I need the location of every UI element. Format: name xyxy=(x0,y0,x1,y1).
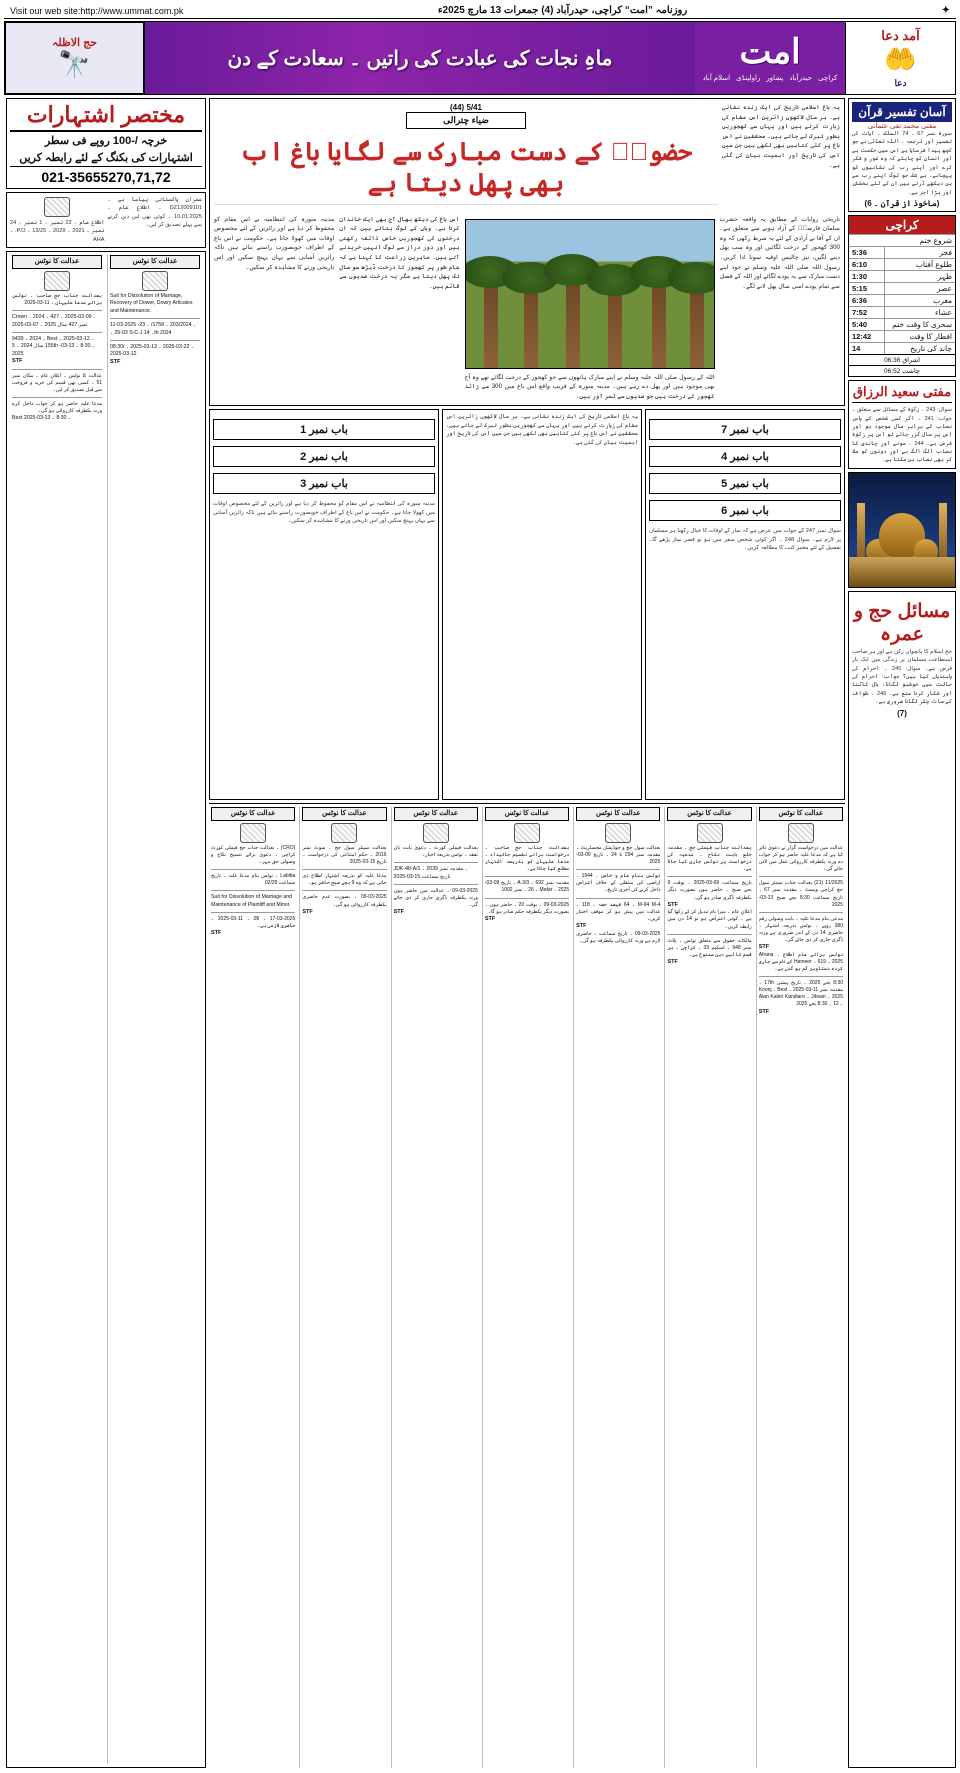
list-item: نوٹس برائے عام اطلاع ۔ Afrana 2025 ۔ 619 ۔ Hameer کے نام سے جاری کردہ دستاویز گم ہو گئی ہے۔ xyxy=(758,951,843,973)
list-item: مدعا علیہ کو بذریعہ اشتہار اطلاع دی جاتی ہے کہ وہ 9 بجے صبح حاضر ہو۔ xyxy=(302,873,387,887)
list-item: بعدالت سینئر سول جج ۔ سوٹ نمبر 2016 ۔ حکم امتناعی کی درخواست ۔ تاریخ 15-03-2025 xyxy=(302,844,387,866)
hajj-corner xyxy=(5,22,145,94)
hajj-title: مسائل حج و عمرہ xyxy=(853,600,951,645)
mid-text-body: یہ باغ اسلامی تاریخ کی ایک زندہ نشانی ہے۔ ہر سال لاکھوں زائرین اس مقام کی زیارت کرتے ہیں اور یہاں سے کھجوریں بطور تبرک لے جاتے ہیں۔ محققین نے اس باغ پر کئی کتابیں بھی لکھی ہیں جن میں اس کی تاریخ اور اہمیت بیان کی گئی ہے۔ xyxy=(446,414,638,446)
stf-label: STF xyxy=(393,909,404,916)
list-item: بعدالت سول جج و جوڈیشل مجسٹریٹ ۔ مقدمہ نمبر 294 تا 24 ۔ تاریخ 09-03-2025 xyxy=(576,844,661,866)
court-notice-header: عدالت کا نوٹس xyxy=(394,807,478,821)
list-item: بعدالت فیملی کورٹ ۔ دعویٰ بابت نان نفقہ ۔ نوٹس بذریعہ اخبار۔ xyxy=(393,844,478,859)
extra-label: افطار کا وقت xyxy=(909,332,952,342)
ad-seal-icon xyxy=(44,197,70,217)
palm-garden-photo xyxy=(465,219,715,369)
classified-column-3 xyxy=(573,807,662,1768)
lead-body-2: اس باغ کی دیکھ بھال آج بھی ایک خاندان کرتا ہے۔ وہاں کے لوگ بتاتے ہیں کہ ان درختوں کی کھجوریں خاص ذائقہ رکھتی ہیں اور دور دراز سے لوگ انہیں خریدنے آتے ہیں۔ ماہرین زراعت کا کہنا ہے کہ عام طور پر کھجور کا درخت ڈیڑھ سو سال تک پھل دیتا ہے مگر یہ درخت صدیوں سے قائم ہیں۔ xyxy=(339,215,460,290)
prayer-time: 6:10 xyxy=(849,259,885,270)
content-grid xyxy=(4,98,956,1768)
table-row xyxy=(849,318,955,330)
main-column xyxy=(209,98,845,1768)
chapters-left-text: مدینہ منورہ کی انتظامیہ نے اس مقام کو محفوظ کر دیا ہے اور زائرین کے لئے مخصوص اوقات میں کھولا جاتا ہے۔ حکومت نے اس باغ کے اطراف خوبصورت راستے بنائے ہیں تاکہ زائرین آسانی سے یہاں پہنچ سکیں اور اس تاریخی ورثے کا مشاہدہ کر سکیں۔ xyxy=(213,501,435,525)
timetable-column-header xyxy=(849,234,955,246)
quran-title: آسان تفسیر قرآن xyxy=(852,102,952,122)
classified-column-5 xyxy=(391,807,480,1768)
chapter-label[interactable]: باب نمبر 2 xyxy=(213,446,435,467)
extra-value: 5:40 xyxy=(849,319,885,330)
city-1: حیدرآباد xyxy=(789,74,813,82)
court-seal-icon xyxy=(240,823,266,843)
list-item: بعدالت جناب جج صاحب ۔ نوٹس برائے مدعا علیہان ۔ 11-03-2025 xyxy=(12,293,102,307)
classified-column-8 xyxy=(107,255,202,1764)
list-item-en: Suit for Dissolution of Marriage and Maintenance of Plaintiff and Minor. xyxy=(211,894,293,908)
table-row xyxy=(849,270,955,282)
short-ads-contact: اشتہارات کی بکنگ کے لئے رابطہ کریں xyxy=(19,152,193,164)
hajj-body: حج اسلام کا پانچواں رکن ہے اور ہر صاحبِ استطاعت مسلمان پر زندگی میں ایک بار فرض ہے۔ سوال: 245 ۔ احرام کی پابندیاں کیا ہیں؟ جواب: احرام کی حالت میں خوشبو لگانا، بال کاٹنا اور شکار کرنا منع ہے۔ 246 ۔ طواف کے سات چکر لگانا ضروری ہے۔ xyxy=(852,648,952,706)
left-ads-block xyxy=(6,192,206,248)
left-column xyxy=(6,98,206,1768)
chapter-label[interactable]: باب نمبر 7 xyxy=(649,419,841,440)
timetable-note-0: اشراق 06:36 xyxy=(849,354,955,365)
issue-date: روزنامہ ”امت“ کراچی، حیدرآباد (4) جمعرات 13 مارچ 2025ء xyxy=(437,5,688,16)
mosque-photo xyxy=(848,472,956,588)
court-notice-header: عدالت کا نوٹس xyxy=(211,807,295,821)
website-link[interactable]: Visit our web site:http://www.ummat.com.pk xyxy=(10,5,184,16)
list-item: مالکانہ حقوق سے متعلق نوٹس ۔ پلاٹ نمبر 948 ۔ اسکیم 33 ۔ کراچی ۔ ہر قسم کا لین دین ممنوع ہے۔ xyxy=(667,937,752,958)
stf-label: STF xyxy=(211,930,222,937)
stf-label: STF xyxy=(110,358,121,365)
short-ads-title: مختصر اشتہارات xyxy=(10,102,202,132)
stf-label: STF xyxy=(302,908,313,915)
byline: ضیاء چترالی xyxy=(406,112,526,129)
lead-body-1: تاریخی روایات کے مطابق یہ واقعہ حضرت سلمان فارسیؓ کے آزاد ہونے سے متعلق ہے۔ ان کے آقا نے آزادی کے لئے یہ شرط رکھی کہ وہ 300 کھجور کے درخت لگائیں اور وہ سب پھل دینے لگیں، نیز چالیس اوقیہ سونا ادا کریں۔ رسول اللہ صلی اللہ علیہ وسلم نے خود اپنے دست مبارک سے یہ پودے لگائے اور اللہ کے فضل سے تمام پودے اسی سال پھل لانے لگے۔ xyxy=(719,215,840,290)
city-2: پشاور xyxy=(766,74,784,82)
list-item: 09-03-2025 ۔ بصورت عدم حاضری یکطرفہ کارروائی ہو گی۔ xyxy=(302,894,387,908)
lead-intro: اللہ کے رسول صلی اللہ علیہ وسلم نے اپنے مبارک ہاتھوں سے جو کھجور کے درخت لگائے تھے وہ آج بھی موجود ہیں اور پھل دے رہے ہیں۔ مدینہ منورہ کے قریب واقع اس باغ میں 300 سے زائد کھجور کے درخت ہیں جو صدیوں سے ثمر آور ہیں۔ xyxy=(464,373,715,400)
dua-title: آمد دعا xyxy=(881,27,920,43)
table-row xyxy=(849,330,955,342)
paper-logo xyxy=(695,22,845,94)
prayer-label: فجر xyxy=(939,248,952,258)
dua-panel xyxy=(845,22,955,94)
prayer-label: عشاء xyxy=(935,308,952,318)
list-item-en: Crown ۔ 09-03-2025 ۔ 427 ۔ 2024 ۔ نمبر 427 سال 2025 ۔ 07-03-2025 xyxy=(12,314,97,328)
list-item: عدالت کا نوٹس ۔ اعلانِ عام ۔ مکان نمبر 51 ۔ کسی بھی قسم کی خرید و فروخت سے قبل تصدیق کر لیں۔ xyxy=(12,372,102,394)
stf-label: STF xyxy=(12,358,23,365)
chapters-right-text: سوال نمبر 247 کے جواب میں عرض ہے کہ نماز کے اوقات کا خیال رکھنا ہر مسلمان پر لازم ہے۔ سوال 248 ۔ اگر کوئی شخص سفر میں ہو تو قصر نماز پڑھے گا۔ تفصیل کے لئے معتبر کتب کا مطالعہ کریں۔ xyxy=(649,528,841,552)
chapter-label[interactable]: باب نمبر 3 xyxy=(213,473,435,494)
table-row xyxy=(849,246,955,258)
table-row xyxy=(849,282,955,294)
timetable-note-1: چاشت 06:52 xyxy=(849,365,955,376)
list-item-en: Best ۔ 8:30 ۔ 13-03-2025 xyxy=(12,415,71,422)
quran-author: مفتی محمد تقی عثمانی xyxy=(867,123,937,130)
quran-body: سورۃ نمبر 67 ۔ 74 الملک ۔ آیات کی تفسیر اور ترجمہ ۔ اللہ تعالیٰ نے جو کچھ پیدا فرمایا ہے اس میں حکمت ہے اور انسان کو چاہئے کہ وہ غور و فکر کرے اور اپنے رب کی نشانیوں کو پہچانے۔ بے شک جو لوگ اپنے رب سے بن دیکھے ڈرتے ہیں ان کے لئے بخشش اور بڑا اجر ہے۔ xyxy=(852,131,953,196)
hajj-box xyxy=(848,591,956,1768)
list-item-en: 11-03-2025 ۔ 203/2024 ۔ 1758/ ۔ 23-03-25 ۔ S-C-J ۔ 14th 2024 xyxy=(110,322,197,336)
list-item: 11/2025 (21) بعدالت جناب سینئر سول جج کراچی ویسٹ ۔ مقدمہ نمبر 67 ۔ تاریخ سماعت 8:30 بجے صبح 13-03-2025 xyxy=(758,880,843,908)
prayer-label: طلوع آفتاب xyxy=(915,260,952,270)
list-item: 8:30 بجے 2025 ۔ تاریخ پیشی 17th ۔ مقدمہ نمبر 11-03-2025 ۔ Best ۔ Koonj 2025 ۔ Jihsan ۔ Alan Kaleri Kandiaro ۔ 12 ۔ 8:30 بجے 2025 xyxy=(758,980,844,1008)
classifieds-section xyxy=(209,803,845,1768)
right-column xyxy=(848,98,956,1768)
list-item-en: 9439 ۔ 2024 ۔ Best ۔ 12-03-2025 ۔ 155 سال 2024 ۔ 5th ۔ 8:30 ۔ 13-03-2025 xyxy=(12,336,95,357)
list-item-en: 08:30/ ۔ 22-03-2025 ۔ 13-03-2025 ۔ 12-03-2025 xyxy=(110,343,194,358)
court-notice-header: عدالت کا نوٹس xyxy=(302,807,386,821)
fatwa-body: سوال: 243 ۔ زکوٰۃ کے مسائل سے متعلق ۔ جواب: 241 ۔ اگر کسی شخص کے پاس نصاب کے برابر مال موجود ہو اور اس پر سال گزر جائے تو اس پر زکوٰۃ فرض ہے۔ 244 ۔ سونے اور چاندی کا نصاب الگ الگ ہے اور دونوں کو ملا کر بھی نصاب بن سکتا ہے۔ xyxy=(852,407,952,464)
chapters-left-box xyxy=(209,409,439,800)
hajj-footer: (7) xyxy=(897,708,907,718)
story-ref: 5/41 (44) xyxy=(449,103,483,112)
prayer-label: ظہر xyxy=(937,272,952,282)
hajj-corner-title: حج الاظلہ xyxy=(51,37,98,49)
lead-story xyxy=(209,98,845,406)
short-ads-rate: خرچہ /-100 روپے فی سطر xyxy=(44,135,168,147)
list-item: Labiba ۔ نوٹس بنام مدعا علیہ ۔ تاریخ سماعت 02/25 xyxy=(211,873,296,887)
list-item: تاریخ سماعت 09-03-2025 ۔ بوقت 9 بجے صبح ۔ حاضر ہوں بصورت دیگر یکطرفہ ڈگری صادر ہو گی۔ xyxy=(667,880,752,901)
stf-label: STF xyxy=(484,915,496,922)
classified-column-9 xyxy=(10,255,104,1764)
left-ad-text-1: عمران پاکستانی پیاسا ہے ۔ DZ12009101 ۔ اطلاع عام ۔ 10.01.2025 ۔ کوئی بھی لین دین کرنے سے پہلے تصدیق کر لیں۔ xyxy=(107,197,202,229)
fatwa-box xyxy=(848,380,956,469)
court-seal-icon xyxy=(514,823,540,843)
edition-cities xyxy=(703,74,838,82)
court-notice-header: عدالت کا نوٹس xyxy=(759,807,843,821)
prayer-time: 5:36 xyxy=(849,247,885,258)
fatwa-title: مفتی سعید الرزاق xyxy=(852,384,952,403)
left-classifieds xyxy=(6,251,206,1768)
ramadan-banner xyxy=(145,22,695,94)
list-item: بعدالت جناب جج صاحب ۔ درخواست برائے تقسیم جائیداد ۔ مدعا علیہان کو بذریعہ اشتہار مطلع کیا جاتا ہے۔ xyxy=(484,844,570,873)
short-ads-phone[interactable]: 021-35655270,71,72 xyxy=(10,166,202,185)
list-item-en: Suit for Dissolution of Marriage, Recovery of Dower, Dowry Articales and Maintenance. xyxy=(110,293,193,314)
extra-label: سحری کا وقت ختم xyxy=(892,320,952,330)
list-item: 09-03-2025 ۔ بوقت 20 ۔ حاضر ہوں ۔ بصورت دیگر یکطرفہ حکم صادر ہو گا۔ xyxy=(484,901,570,915)
city-3: راولپنڈی xyxy=(736,74,761,82)
stf-label: STF xyxy=(758,1008,770,1015)
classified-column-2 xyxy=(664,807,753,1768)
extra-value: 14 xyxy=(849,343,885,354)
mid-text-box xyxy=(442,409,642,800)
list-item: مقدمہ نمبر 692 ۔ 3/A-3 ۔ تاریخ 09-03-2025 ۔ Mafar ۔ 26 ۔ نمبر 1002 xyxy=(484,880,570,894)
list-item: مدعی بنام مدعا علیہ ۔ بابت وصولی رقم 380 روپے ۔ نوٹس بذریعہ اشتہار ۔ حاضری 14 دن کے اندر ضروری ہے ورنہ ڈگری جاری کر دی جائے گی۔ xyxy=(758,915,844,943)
list-item: عدالت میں درخواست گزار نے دعویٰ دائر کیا ہے کہ مدعا علیہ حاضر ہو کر جواب دے ورنہ یکطرفہ کارروائی عمل میں لائی جائے گی۔ xyxy=(758,844,843,873)
court-seal-icon xyxy=(605,823,631,843)
lead-side-note: یہ باغ اسلامی تاریخ کی ایک زندہ نشانی ہے۔ ہر سال لاکھوں زائرین اس مقام کی زیارت کرتے ہیں اور یہاں سے کھجوریں بطور تبرک لے جاتے ہیں۔ محققین نے اس باغ پر کئی کتابیں بھی لکھی ہیں جن میں اس کی تاریخ اور اہمیت بیان کی گئی ہے۔ xyxy=(722,104,840,169)
prayer-time: 5:15 xyxy=(849,283,885,294)
court-notice-header: عدالت کا نوٹس xyxy=(485,807,569,821)
chapter-label[interactable]: باب نمبر 6 xyxy=(649,500,841,521)
prayer-timetable xyxy=(848,215,956,377)
list-item: M-94 M-4 ۔ 64 فیصد حصہ ۔ 118 ۔ عدالت میں پیش ہو کر موقف اختیار کریں۔ xyxy=(576,901,661,922)
table-row xyxy=(849,294,955,306)
stf-label: STF xyxy=(576,922,587,929)
binoculars-icon: 🔭 xyxy=(58,49,91,79)
court-notice-header: عدالت کا نوٹس xyxy=(576,807,660,821)
dua-subtitle: دعا xyxy=(894,77,907,88)
city-0: کراچی xyxy=(818,74,838,82)
prayer-time: 1:30 xyxy=(849,271,885,282)
list-item: 09-03-2025 ۔ عدالت میں حاضر ہوں ورنہ یکطرفہ ڈگری جاری کر دی جائے گی۔ xyxy=(393,887,478,909)
prayer-time: 6:36 xyxy=(849,295,885,306)
list-item: 09-03-2025 ۔ تاریخ سماعت ۔ حاضری لازم ہے ورنہ کارروائی یکطرفہ ہو گی۔ xyxy=(576,930,661,944)
masthead xyxy=(4,21,956,95)
city-4: اسلام آباد xyxy=(702,74,731,82)
top-bar xyxy=(4,4,956,19)
quran-tafseer-box xyxy=(848,98,956,212)
prayer-time: 7:52 xyxy=(849,307,885,318)
table-row xyxy=(849,306,955,318)
quran-footer: (ماخوذ از قرآن ۔ 6) xyxy=(864,199,940,209)
stf-label: STF xyxy=(667,958,678,965)
banner-text: ماہِ نجات کی عبادت کی راتیں ۔ سعادت کے دن xyxy=(227,47,613,70)
list-item-en: JDK-48-A/1 ۔ مقدمہ نمبر 2039 ۔ تاریخ سماعت 15-03-2025 xyxy=(393,866,469,880)
classified-column-1 xyxy=(756,807,845,1768)
left-ad-text-2: اطلاع عام ۔ 22 نمبر ۔ 1 نمبر ۔ 24 نمبر ۔ 2021 ۔ 2029 ۔ 13/25 ۔ P.O. ۔ AHA xyxy=(10,220,105,243)
chapters-right-box xyxy=(645,409,845,800)
lead-body-3: مدینہ منورہ کی انتظامیہ نے اس مقام کو محفوظ کر دیا ہے اور زائرین کے لئے مخصوص اوقات میں کھولا جاتا ہے۔ حکومت نے اس باغ کے اطراف خوبصورت راستے بنائے ہیں تاکہ زائرین آسانی سے یہاں پہنچ سکیں اور اس تاریخی ورثے کا مشاہدہ کر سکیں۔ xyxy=(214,215,335,271)
praying-hands-icon: 🤲 xyxy=(884,43,917,74)
short-ads-box xyxy=(6,98,206,189)
extra-label: چاند کی تاریخ xyxy=(910,344,952,354)
table-row xyxy=(849,342,955,354)
court-seal-icon xyxy=(423,823,449,843)
court-notice-header: عدالت کا نوٹس xyxy=(110,255,200,269)
list-item: مدعا علیہ حاضر ہو کر جواب داخل کرے ورنہ یکطرفہ کارروائی ہو گی۔ xyxy=(12,401,102,415)
chapter-label[interactable]: باب نمبر 5 xyxy=(649,473,841,494)
list-item: اعلانِ عام ۔ میرا نام تبدیل کر کے رکھا گیا ہے ۔ کوئی اعتراض ہو تو 14 دن میں رابطہ کریں۔ xyxy=(667,909,752,930)
chapter-label[interactable]: باب نمبر 4 xyxy=(649,446,841,467)
court-seal-icon xyxy=(331,823,357,843)
court-notice-header: عدالت کا نوٹس xyxy=(12,255,102,269)
classified-column-7 xyxy=(209,807,297,1768)
prayer-label: مغرب xyxy=(933,296,952,306)
classified-column-4 xyxy=(482,807,571,1768)
chapter-label[interactable]: باب نمبر 1 xyxy=(213,419,435,440)
paper-name: امت xyxy=(739,32,801,71)
mid-section xyxy=(209,409,845,800)
page-title: حضورؐ کے دست مبارک سے لگایا باغ اب بھی پھل دیتا ہے xyxy=(214,133,718,205)
mosque-base xyxy=(849,557,955,587)
list-item: 17-03-2025 ۔ 08 ۔ 11-03-2025 ۔ حاضری لازمی ہے۔ xyxy=(211,916,296,930)
table-row xyxy=(849,258,955,270)
court-seal-icon xyxy=(788,823,814,843)
list-item: (CRO) ۔ بعدالت جناب جج فیملی کورٹ کراچی ۔ دعویٰ برائے تنسیخ نکاح و وصولی حق مہر۔ xyxy=(211,844,296,866)
classified-column-6 xyxy=(299,807,388,1768)
list-item: نوٹس بنام عام و خاص ۔ 1944 ۔ اراضی کی منتقلی کے خلاف اعتراض داخل کرنے کی آخری تاریخ۔ xyxy=(576,873,661,894)
court-seal-icon xyxy=(697,823,723,843)
extra-value: 12:42 xyxy=(849,331,885,342)
timetable-header-label: شروع ختم xyxy=(919,236,952,246)
timetable-city: کراچی xyxy=(849,216,955,234)
court-notice-header: عدالت کا نوٹس xyxy=(667,807,751,821)
court-seal-icon xyxy=(142,271,168,291)
prayer-label: عصر xyxy=(936,284,952,294)
court-seal-icon xyxy=(44,271,70,291)
stf-label: STF xyxy=(667,901,678,908)
topbar-ornament: ✦ xyxy=(941,5,950,16)
stf-label: STF xyxy=(758,944,770,951)
list-item: بعدالت جناب فیملی جج ۔ مقدمہ خلع بابت نکاح ۔ مدعیہ کی درخواست پر نوٹس جاری کیا جاتا ہے۔ xyxy=(667,844,752,873)
